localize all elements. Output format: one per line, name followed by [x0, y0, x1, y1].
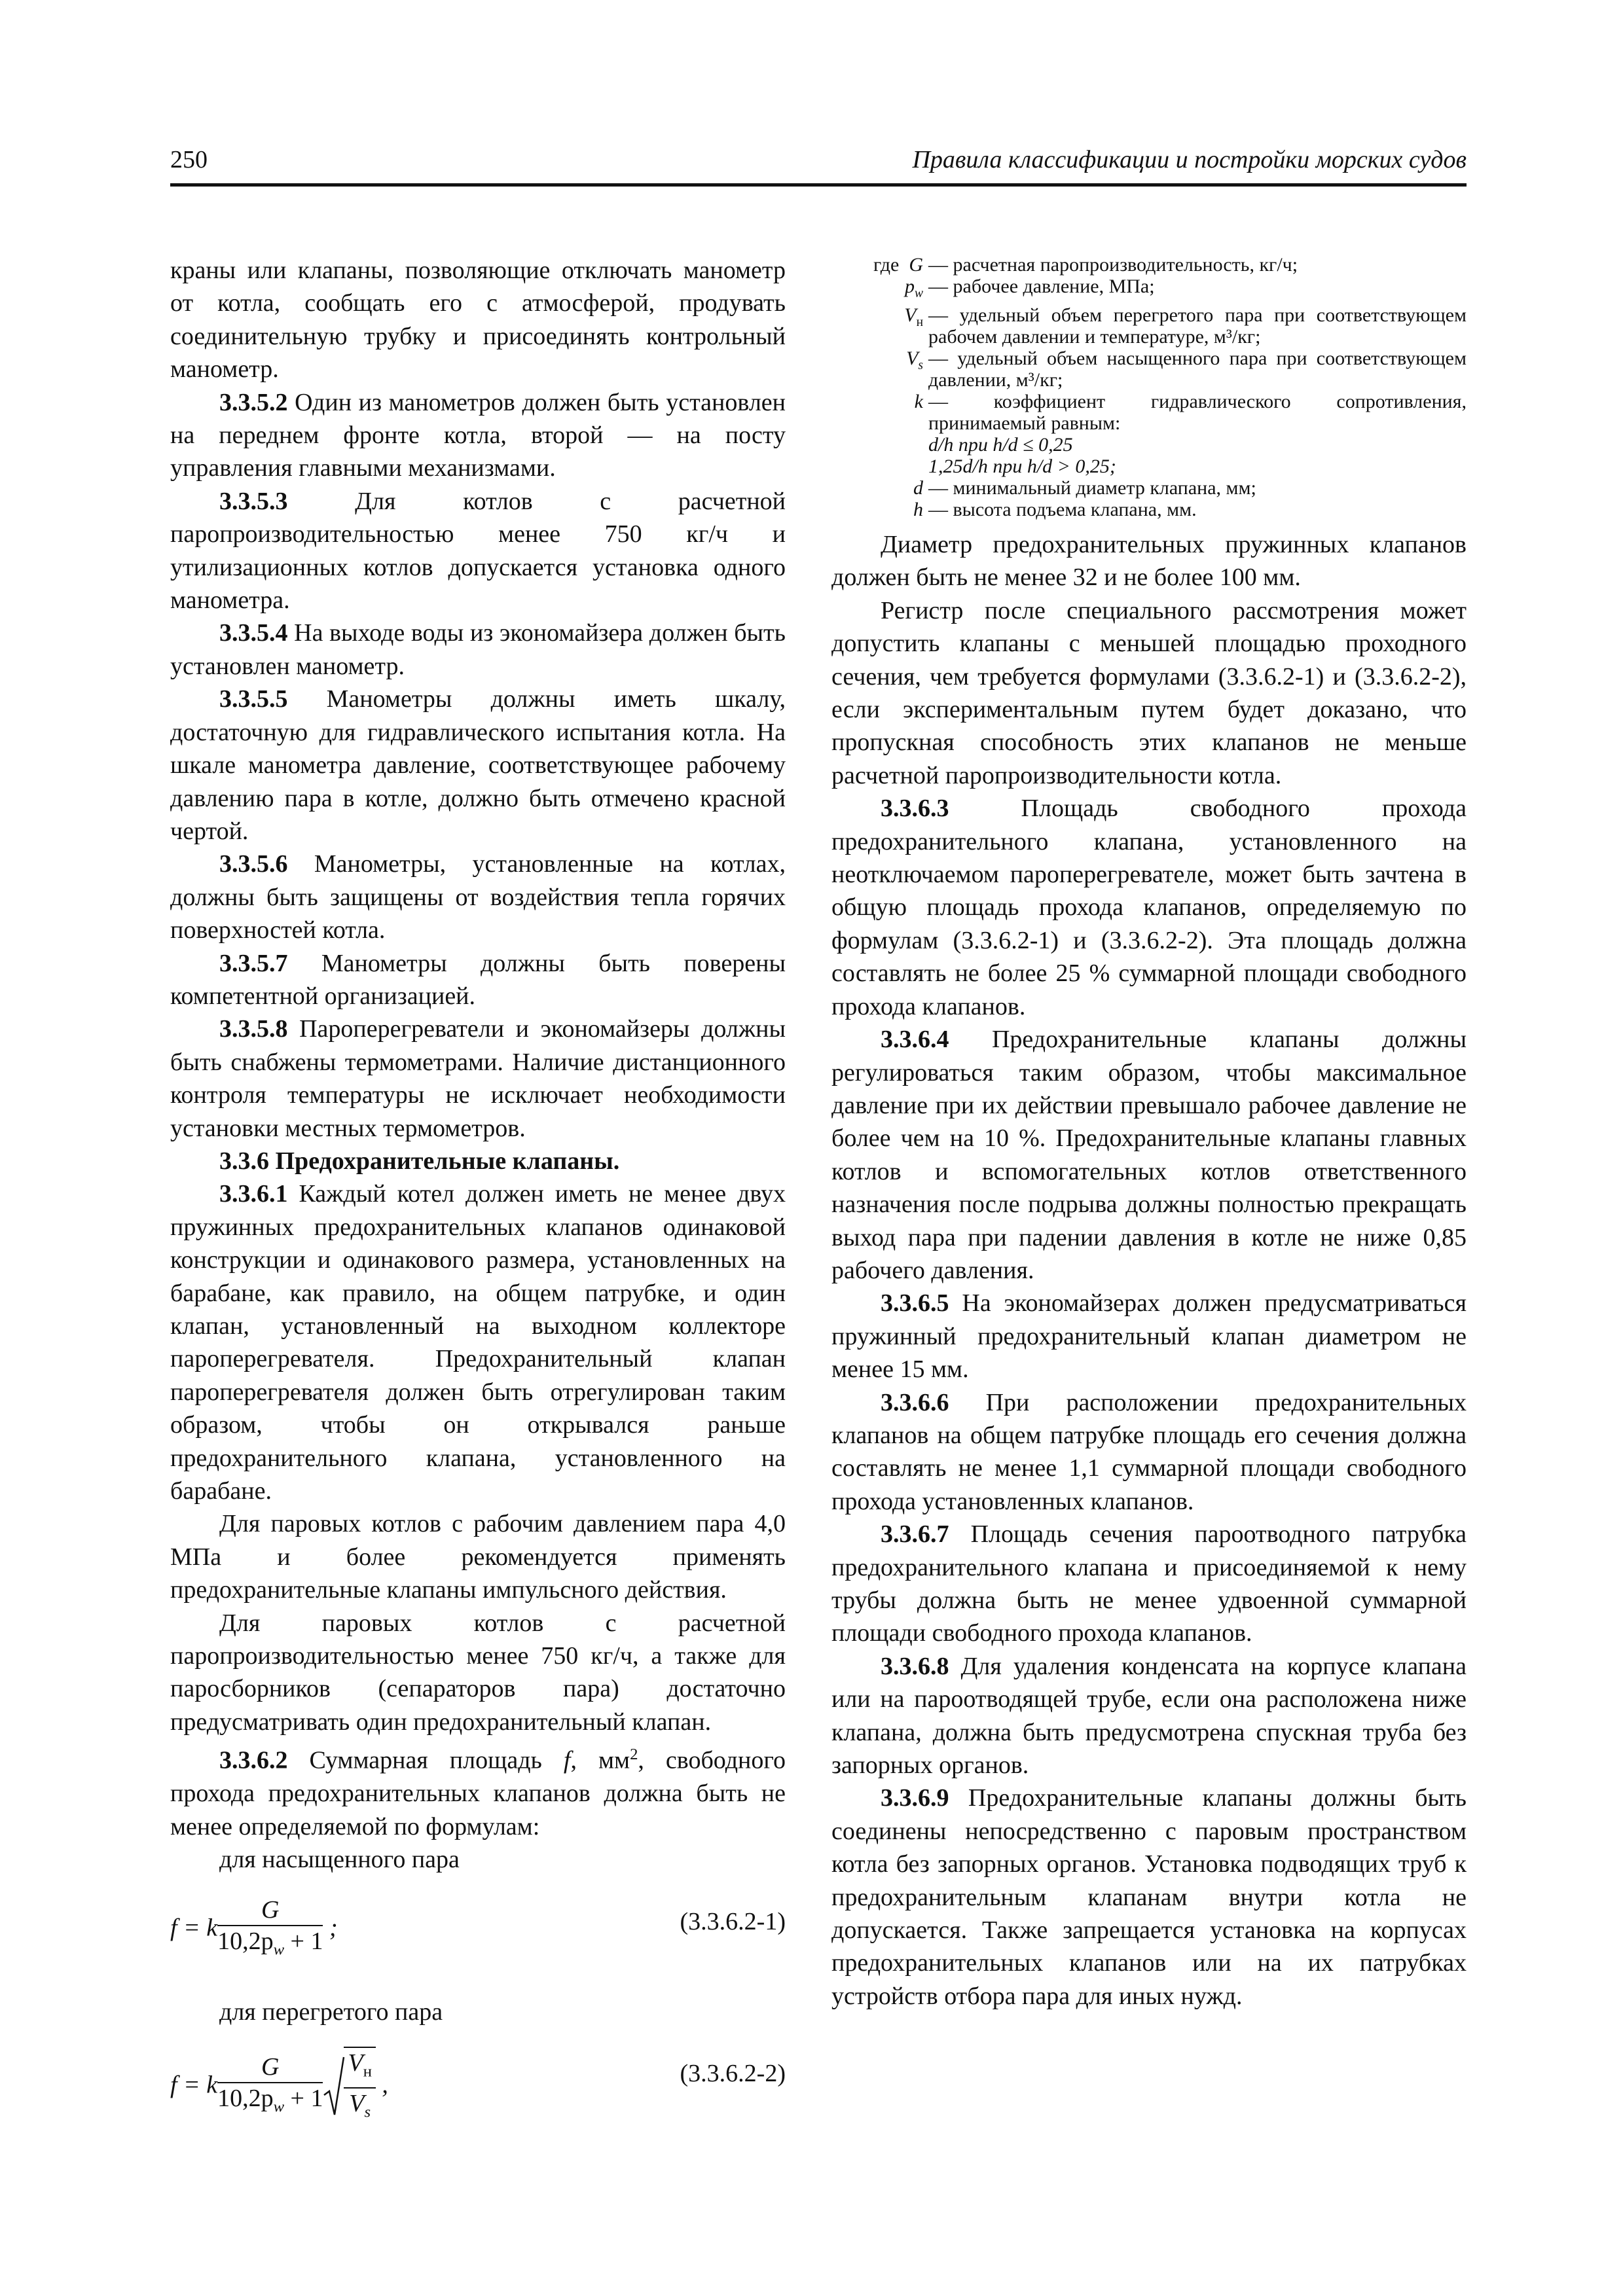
paragraph-3-3-6-4: 3.3.6.4 Предохранительные клапаны должны регулироваться таким образом, чтобы максимальное давление при их действии превышало рабочее давление не более чем на 10 %. Предохранительные клапаны главных котлов и вспомогательных котлов ответственного назначения после подрыва должны полностью прекращать выход пара при падении давления в котле не ниже 0,85 рабочего давления.: [831, 1026, 1467, 1284]
definition-item: $V_н$ — удельный объем перегретого пара при соответствующем рабочем давлении и температуре, м³/кг;: [904, 304, 1467, 348]
paragraph-3-3-6-5: 3.3.6.5 На экономайзерах должен предусматриваться пружинный предохранительный клапан диаметром не менее 15 мм.: [831, 1289, 1467, 1384]
definition-item: k — коэффициент гидравлического сопротивления, принимаемый равным: d/h при h/d ≤ 0,25 1,25d/h при h/d > 0,25;: [914, 391, 1467, 477]
paragraph-3-3-5-8: 3.3.5.8 Пароперегреватели и экономайзеры должны быть снабжены термометрами. Наличие дистанционного контроля температуры не исключает необходимости установки местных термометров.: [170, 1015, 786, 1142]
formula-label-superheated: для перегретого пара: [219, 1998, 443, 2026]
paragraph-3-3-5-4: 3.3.5.4 На выходе воды из экономайзера должен быть установлен манометр.: [170, 619, 786, 680]
paragraph: Диаметр предохранительных пружинных клапанов должен быть не менее 32 и не более 100 мм.: [831, 531, 1467, 592]
equation-number: (3.3.6.2-2): [680, 2059, 786, 2087]
paragraph: Для паровых котлов с рабочим давлением пара 4,0 МПа и более рекомендуется применять предохранительные клапаны импульсного действия.: [170, 1510, 786, 1604]
formula-expression: f = k $\frac{G}{10,2p_w + 1}$ $\frac{V_н}{V_s}$ ,: [170, 2047, 388, 2127]
running-title: Правила классификации и постройки морских судов: [912, 146, 1467, 173]
paragraph-3-3-6-8: 3.3.6.8 Для удаления конденсата на корпусе клапана или на пароотводящей трубе, если она расположена ниже клапана, должна быть предусмотрена спускная труба без запорных органов.: [831, 1652, 1467, 1780]
formula-1: [170, 1880, 786, 1959]
paragraph-3-3-6-2: 3.3.6.2 Суммарная площадь f, $мм^2$, свободного прохода предохранительных клапанов должна быть не менее определяемой по формулам:: [170, 1746, 786, 1840]
symbol-definitions: [831, 254, 1467, 520]
definition-item: где G — расчетная паропроизводительность, кг/ч;: [873, 254, 1298, 276]
page-number: 250: [170, 146, 208, 173]
paragraph-3-3-6-3: 3.3.6.3 Площадь свободного прохода предохранительного клапана, установленного на неотключаемом пароперегревателе, может быть зачтена в общую площадь прохода клапанов, определяемую по формулам (3.3.6.2-1) и (3.3.6.2-2). Эта площадь должна составлять не более 25 % суммарной площади свободного прохода клапанов.: [831, 795, 1467, 1020]
paragraph-3-3-5-6: 3.3.5.6 Манометры, установленные на котлах, должны быть защищены от воздействия тепла горячих поверхностей котла.: [170, 850, 786, 944]
paragraph-3-3-5-7: 3.3.5.7 Манометры должны быть поверены компетентной организацией.: [170, 949, 786, 1010]
paragraph-3-3-6-1: 3.3.6.1 Каждый котел должен иметь не менее двух пружинных предохранительных клапанов одинаковой конструкции и одинакового размера, установленных на барабане, как правило, на общем патрубке, и один клапан, установленный на выходном коллекторе пароперегревателя. Предохранительный клапан пароперегревателя должен быть отрегулирован таким образом, чтобы он открывался раньше предохранительного клапана, установленного на барабане.: [170, 1180, 786, 1505]
formula-expression: f = k $\frac{G}{10,2p_w + 1}$ ;: [170, 1895, 338, 1965]
paragraph: Для паровых котлов с расчетной паропроизводительностью менее 750 кг/ч, а также для паросборников (сепараторов пара) достаточно предусматривать один предохранительный клапан.: [170, 1609, 786, 1736]
formula-2: [170, 2032, 786, 2121]
formula-label-saturated: для насыщенного пара: [219, 1846, 460, 1874]
definition-item: h — высота подъема клапана, мм.: [913, 499, 1197, 520]
page-header: [170, 140, 1467, 187]
sqrt-fraction: $\frac{V_н}{V_s}$: [344, 2047, 375, 2127]
equation-number: (3.3.6.2-1): [680, 1907, 786, 1935]
paragraph-3-3-5-5: 3.3.5.5 Манометры должны иметь шкалу, достаточную для гидравлического испытания котла. На шкале манометра давление, соответствующее рабочему давлению пара в котле, должно быть отмечено красной чертой.: [170, 685, 786, 845]
sqrt-icon: [323, 2056, 345, 2119]
paragraph-3-3-5-3: 3.3.5.3 Для котлов с расчетной паропроизводительностью менее 750 кг/ч и утилизационных котлов допускается установка одного манометра.: [170, 487, 786, 615]
definition-item: $V_s$ — удельный объем насыщенного пара при соответствующем давлении, м³/кг;: [906, 348, 1467, 391]
left-column: [170, 254, 786, 2121]
paragraph-3-3-5-2: 3.3.5.2 Один из манометров должен быть установлен на переднем фронте котла, второй — на посту управления главными механизмами.: [170, 388, 786, 482]
formula-fraction: $\frac{G}{10,2p_w + 1}$: [217, 1895, 323, 1959]
definition-item: $p_w$ — рабочее давление, МПа;: [904, 276, 1155, 300]
definition-item: d — минимальный диаметр клапана, мм;: [913, 477, 1256, 499]
paragraph-3-3-6-7: 3.3.6.7 Площадь сечения пароотводного патрубка предохранительного клапана и присоединяемой к нему трубы должна быть не менее удвоенной суммарной площади свободного прохода клапанов.: [831, 1520, 1467, 1647]
paragraph-3-3-6-9: 3.3.6.9 Предохранительные клапаны должны быть соединены непосредственно с паровым пространством котла без запорных органов. Установка подводящих труб к предохранительным клапанам внутри котла не допускается. Также запрещается установка на корпусах предохранительных клапанов или на их патрубках устройств отбора пара для иных нужд.: [831, 1784, 1467, 2010]
paragraph: Регистр после специального рассмотрения может допустить клапаны с меньшей площадью проходного сечения, чем требуется формулами (3.3.6.2-1) и (3.3.6.2-2), если экспериментальным путем будет доказано, что пропускная способность этих клапанов не меньше расчетной паропроизводительности котла.: [831, 596, 1467, 789]
right-column: [831, 254, 1467, 2013]
formula-fraction: $\frac{G}{10,2p_w + 1}$: [217, 2053, 323, 2116]
paragraph: краны или клапаны, позволяющие отключать манометр от котла, сообщать его с атмосферой, продувать соединительную трубку и присоединять контрольный манометр.: [170, 257, 786, 384]
section-heading: 3.3.6 Предохранительные клапаны.: [219, 1147, 620, 1175]
paragraph-3-3-6-6: 3.3.6.6 При расположении предохранительных клапанов на общем патрубке площадь его сечения должна составлять не менее 1,1 суммарной площади свободного прохода установленных клапанов.: [831, 1388, 1467, 1515]
